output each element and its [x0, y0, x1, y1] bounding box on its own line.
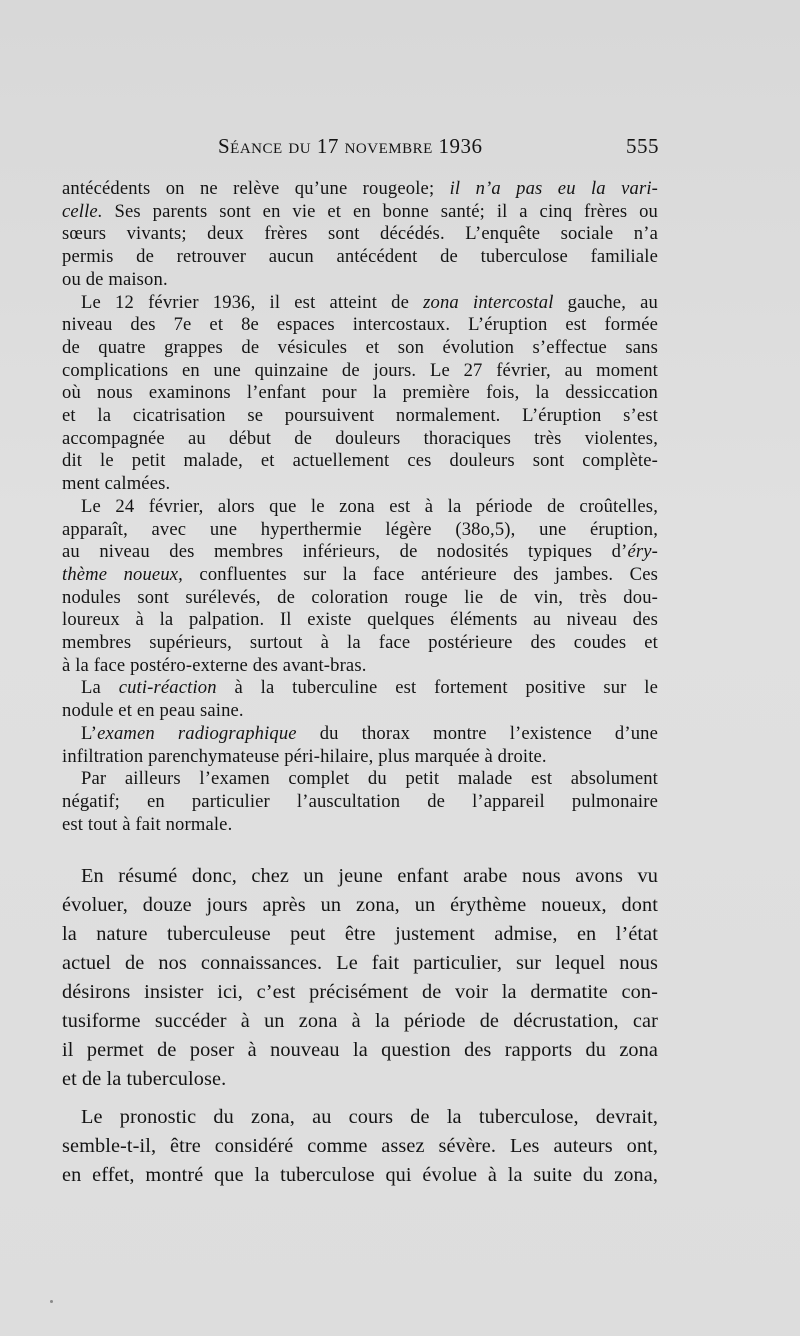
text-line: négatif; en particulier l’auscultation de l’appareil pulmonaire [62, 790, 658, 812]
page-header [60, 134, 660, 164]
text-line: en effet, montré que la tuberculose qui évolue à la suite du zona, [62, 1164, 658, 1186]
paragraph-summary [62, 862, 658, 1094]
text-line: nodule et en peau saine. [62, 700, 244, 722]
paragraph-erythema [62, 496, 658, 678]
text-line: dit le petit malade, et actuellement ces douleurs sont complète- [62, 450, 658, 472]
text-line: thème noueux, confluentes sur la face antérieure des jambes. Ces [62, 563, 659, 585]
running-title: Séance du 17 novembre 1936 [218, 134, 483, 158]
text-line: sœurs vivants; deux frères sont décédés. L’enquête sociale n’a [62, 223, 658, 245]
text-line: complications en une quinzaine de jours. Le 27 février, au moment [62, 359, 658, 381]
scan-speck [50, 1300, 53, 1303]
text-line: la nature tuberculeuse peut être justement admise, en l’état [62, 923, 658, 945]
text-line: La cuti-réaction à la tuberculine est fortement positive sur le [81, 677, 658, 699]
text-line: infiltration parenchymateuse péri-hilaire, plus marquée à droite. [62, 745, 547, 767]
text-line: celle. Ses parents sont en vie et en bonne santé; il a cinq frères ou [62, 200, 658, 222]
text-line: Le 12 février 1936, il est atteint de zona intercostal gauche, au [81, 291, 658, 313]
text-line: Le 24 février, alors que le zona est à la période de croûtelles, [81, 495, 658, 517]
text-line: membres supérieurs, surtout à la face postérieure des coudes et [62, 632, 658, 654]
text-line: il permet de poser à nouveau la question des rapports du zona [62, 1039, 658, 1061]
text-line: et la cicatrisation se poursuivent normalement. L’éruption s’est [62, 405, 658, 427]
paragraph-antecedents [62, 178, 658, 292]
page-number: 555 [626, 134, 659, 158]
text-line: nodules sont surélevés, de coloration rouge lie de vin, très dou- [62, 586, 658, 608]
paragraph-zona [62, 292, 658, 496]
text-line: permis de retrouver aucun antécédent de tuberculose familiale [62, 246, 658, 268]
text-line: L’examen radiographique du thorax montre l’existence d’une [81, 722, 658, 744]
text-line: à la face postéro-externe des avant-bras. [62, 654, 367, 676]
text-line: En résumé donc, chez un jeune enfant arabe nous avons vu [81, 865, 658, 887]
text-line: au niveau des membres inférieurs, de nodosités typiques d’éry- [62, 541, 658, 563]
paragraph-cuti-reaction [62, 677, 658, 722]
text-line: où nous examinons l’enfant pour la première fois, la dessiccation [62, 382, 658, 404]
text-line: Le pronostic du zona, au cours de la tuberculose, devrait, [81, 1106, 658, 1128]
text-line: de quatre grappes de vésicules et son évolution s’effectue sans [62, 336, 658, 358]
text-line: tusiforme succéder à un zona à la période de décrustation, car [62, 1010, 658, 1032]
text-line: et de la tuberculose. [62, 1068, 227, 1090]
text-line: loureux à la palpation. Il existe quelques éléments au niveau des [62, 609, 658, 631]
text-line: niveau des 7e et 8e espaces intercostaux. L’éruption est formée [62, 314, 658, 336]
text-line: actuel de nos connaissances. Le fait particulier, sur lequel nous [62, 952, 658, 974]
paragraph-prognosis [62, 1103, 658, 1190]
case-report-text [62, 178, 658, 836]
text-line: antécédents on ne relève qu’une rougeole; il n’a pas eu la vari- [62, 178, 658, 199]
text-line: apparaît, avec une hyperthermie légère (38o,5), une éruption, [62, 518, 658, 540]
text-line: Par ailleurs l’examen complet du petit malade est absolument [81, 768, 658, 790]
discussion-text [62, 862, 658, 1199]
text-line: évoluer, douze jours après un zona, un érythème noueux, dont [62, 894, 658, 916]
text-line: désirons insister ici, c’est précisément de voir la dermatite con- [62, 981, 658, 1003]
text-line: accompagnée au début de douleurs thoraciques très violentes, [62, 427, 658, 449]
text-line: semble-t-il, être considéré comme assez sévère. Les auteurs ont, [62, 1135, 658, 1157]
text-line: est tout à fait normale. [62, 813, 233, 835]
text-line: ou de maison. [62, 268, 168, 290]
paragraph-radiography [62, 723, 658, 768]
paragraph-examination [62, 768, 658, 836]
text-line: ment calmées. [62, 473, 171, 495]
